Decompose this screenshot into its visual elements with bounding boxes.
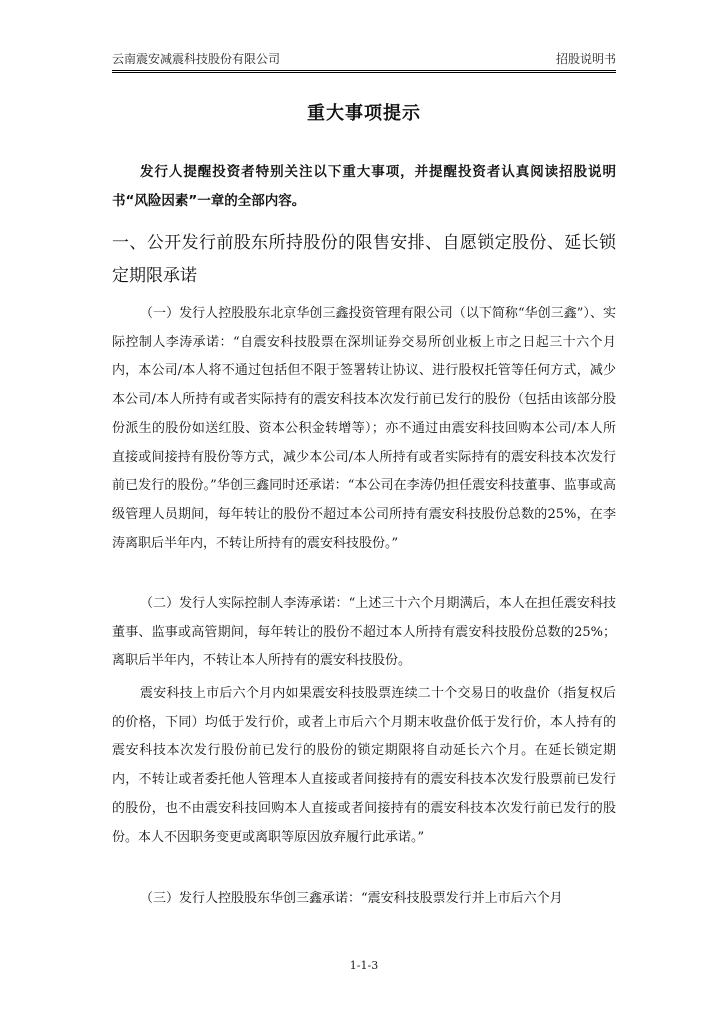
body-paragraph-4: （三）发行人控股股东华创三鑫承诺：“震安科技股票发行并上市后六个月 — [140, 891, 563, 906]
page-title: 重大事项提示 — [307, 103, 421, 124]
body-paragraph-2: （二）发行人实际控制人李涛承诺：“上述三十六个月期满后，本人在担任震安科技董事、监事或高管期间，每年转让的股份不超过本人所持有震安科技股份总数的25%；离职后半年内，不转让本人所持有的震安科技股份。 — [112, 596, 616, 669]
body-paragraph-1: （一）发行人控股股东北京华创三鑫投资管理有限公司（以下简称“华创三鑫”）、实际控制人李涛承诺：“自震安科技股票在深圳证券交易所创业板上市之日起三十六个月内，本公司/本人将不通过包括但不限于签署转让协议、进行股权托管等任何方式，减少本公司/本人所持有或者实际持有的震安科技本次发行前已发行的股份（包括由该部分股份派生的股份如送红股、资本公积金转增等）；亦不通过由震安科技回购本公司/本人所直接或间接持有股份等方式，减少本公司/本人所持有或者实际持有的震安科技本次发行前已发行的股份。”华创三鑫同时还承诺：“本公司在李涛仍担任震安科技董事、监事或高级管理人员期间，每年转让的股份不超过本公司所持有震安科技股份总数的25%，在李涛离职后半年内，不转让所持有的震安科技股份。” — [112, 306, 616, 551]
header-rule — [112, 70, 616, 73]
header-company-name: 云南震安减震科技股份有限公司 — [112, 52, 281, 66]
page-header — [112, 48, 616, 70]
section-heading: 一、公开发行前股东所持股份的限售安排、自愿锁定股份、延长锁定期限承诺 — [112, 233, 616, 286]
page-number: 1-1-3 — [349, 959, 379, 972]
lead-paragraph: 发行人提醒投资者特别关注以下重大事项，并提醒投资者认真阅读招股说明书“风险因素”一章的全部内容。 — [112, 164, 616, 209]
header-document-type: 招股说明书 — [555, 52, 616, 66]
body-paragraph-3: 震安科技上市后六个月内如果震安科技股票连续二十个交易日的收盘价（指复权后的价格，下同）均低于发行价，或者上市后六个月期末收盘价低于发行价，本人持有的震安科技本次发行股份前已发行的股份的锁定期限将自动延长六个月。在延长锁定期内，不转让或者委托他人管理本人直接或者间接持有的震安科技本次发行股票前已发行的股份，也不由震安科技回购本人直接或者间接持有的震安科技本次发行前已发行的股份。本人不因职务变更或离职等原因放弃履行此承诺。” — [112, 686, 616, 845]
